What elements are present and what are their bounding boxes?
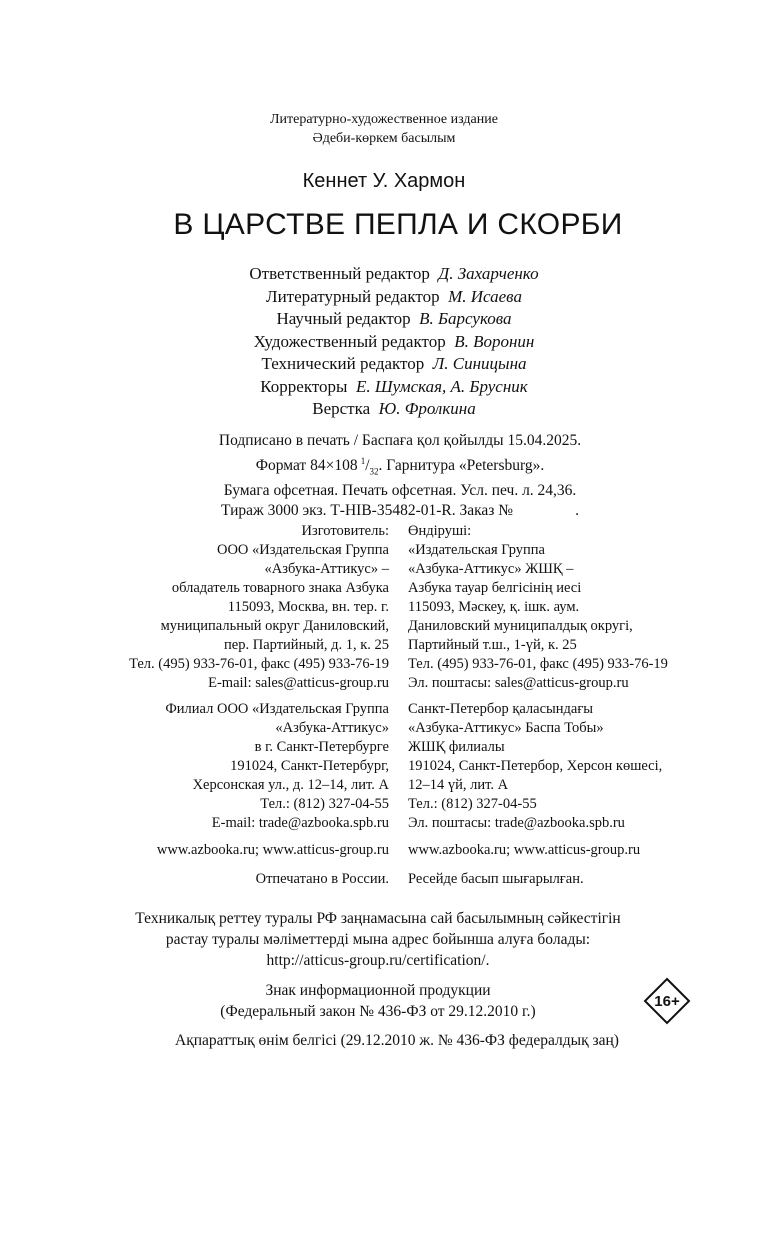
- credit-line: [0, 263, 768, 286]
- certification-note: Техникалық реттеу туралы РФ заңнамасына сай басылымның сәйкестігін растау туралы мәліметтерді мына адрес бойынша алуға болады: http://atticus-group.ru/certification/.: [0, 908, 756, 971]
- paper-line: Бумага офсетная. Печать офсетная. Усл. печ. л. 24,36.: [223, 482, 577, 500]
- info-product-sign-kz: Ақпараттық өнім белгісі (29.12.2010 ж. № 436-ФЗ федералдық заң): [175, 1032, 619, 1049]
- signed-date: Подписано в печать / Баспаға қол қойылды 15.04.2025.: [218, 432, 582, 449]
- websites-ru: www.azbooka.ru; www.atticus-group.ru: [156, 842, 389, 858]
- edition-type-ru: Литературно-художественное издание: [270, 112, 498, 127]
- run-line: Тираж 3000 экз. Т-HIB-35482-01-R. Заказ № .: [221, 502, 579, 520]
- websites-kz: www.azbooka.ru; www.atticus-group.ru: [408, 842, 641, 858]
- credit-line: [0, 308, 768, 331]
- credit-role: Технический редактор: [261, 354, 425, 373]
- credit-role: Корректоры: [260, 376, 348, 396]
- credit-name: В. Воронин: [454, 331, 535, 351]
- edition-type-kz: Әдеби-көркем басылым: [312, 131, 456, 146]
- branch-kz: Санкт-Петербор қаласындағы «Азбука-Аттикус» Баспа Тобы» ЖШҚ филиалы 191024, Санкт-Петербор, Херсон көшесі, 12–14 үй, лит. А Тел.: (812) 327-04-55 Эл. поштасы: trade@azbooka.spb.ru: [408, 701, 663, 831]
- sales-email: E-mail: sales@atticus-group.ru: [208, 675, 389, 691]
- credit-role: Ответственный редактор: [249, 264, 430, 283]
- printed-in-ru: Отпечатано в России.: [255, 871, 389, 887]
- credit-name: В. Барсукова: [419, 309, 512, 328]
- credit-role: Научный редактор: [276, 309, 411, 328]
- print-details: [0, 431, 768, 521]
- sales-email-kz: Эл. поштасы: sales@atticus-group.ru: [408, 675, 629, 691]
- credit-line: [0, 353, 768, 376]
- credit-line: [0, 398, 768, 421]
- format-line: Формат 84×108 $^1/_{32}$. Гарнитура «Petersburg».: [255, 456, 545, 477]
- age-rating-badge: [648, 982, 686, 1020]
- edition-type: [0, 110, 768, 148]
- book-title: В ЦАРСТВЕ ПЕПЛА И СКОРБИ: [173, 208, 623, 241]
- age-rating-label: 16+: [654, 992, 680, 1010]
- credit-name: Д. Захарченко: [438, 264, 539, 283]
- credit-name: Е. Шумская, А. Брусник: [355, 376, 528, 396]
- branch-ru: Филиал ООО «Издательская Группа «Азбука-Аттикус» в г. Санкт-Петербурге 191024, Санкт-Петербург, Херсонская ул., д. 12–14, лит. А Тел.: (812) 327-04-55 E-mail: trade@azbooka.spb.ru: [165, 701, 389, 831]
- credit-line: [0, 376, 768, 399]
- credit-line: [0, 331, 768, 354]
- credit-line: [0, 286, 768, 309]
- certification-url: http://atticus-group.ru/certification/.: [266, 952, 490, 969]
- author-name: Кеннет У. Хармон: [302, 170, 466, 192]
- info-product-sign: Знак информационной продукции (Федеральный закон № 436-ФЗ от 29.12.2010 г.): [220, 982, 536, 1020]
- credit-name: Л. Синицына: [432, 354, 527, 373]
- editorial-credits: [0, 263, 768, 421]
- credit-name: М. Исаева: [448, 286, 522, 306]
- manufacturer-ru: Изготовитель: ООО «Издательская Группа «Азбука-Аттикус» – обладатель товарного знака Азбука 115093, Москва, вн. тер. г. муниципальный округ Даниловский, пер. Партийный, д. 1, к. 25 Тел. (495) 933-76-01, факс (495) 933-76-19 E-mail: sales@atticus-group.ru: [129, 523, 389, 691]
- credit-role: Литературный редактор: [266, 286, 440, 306]
- trade-email: E-mail: trade@azbooka.spb.ru: [211, 815, 389, 831]
- printed-in-kz: Ресейде басып шығарылған.: [408, 871, 584, 887]
- trade-email-kz: Эл. поштасы: trade@azbooka.spb.ru: [408, 815, 625, 831]
- credit-role: Верстка: [312, 399, 371, 418]
- credit-name: Ю. Фролкина: [378, 399, 476, 418]
- credit-role: Художественный редактор: [253, 331, 446, 351]
- manufacturer-kz: Өндіруші: «Издательская Группа «Азбука-Аттикус» ЖШҚ – Азбука тауар белгісінің иесі 115093, Мәскеу, қ. ішк. аум. Даниловский муниципалдық округі, Партийный т.ш., 1-үй, к. 25 Тел. (495) 933-76-01, факс (495) 933-76-19 Эл. поштасы: sales@atticus-group.ru: [408, 523, 668, 691]
